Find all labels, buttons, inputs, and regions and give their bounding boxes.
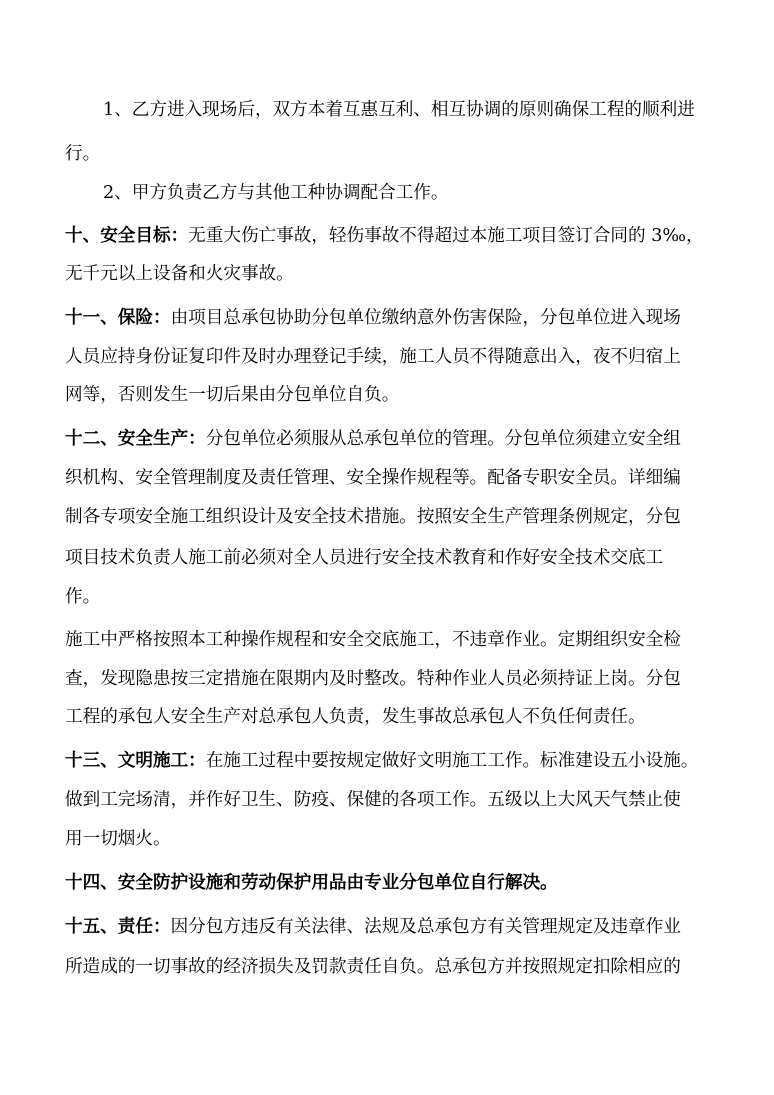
section-11-text: 由项目总承包协助分包单位缴纳意外伤害保险，分包单位进入现场 — [170, 308, 681, 328]
section-15-first-line — [65, 915, 681, 939]
section-12-p2-line-3: 工程的承包人安全生产对总承包人负责，发生事故总承包人不负任何责任。 — [65, 707, 646, 727]
section-13-text: 在施工过程中要按规定做好文明施工工作。标准建设五小设施。 — [205, 751, 699, 771]
section-13-first-line — [65, 749, 698, 773]
item-2-line-1: 2、甲方负责乙方与其他工种协调配合工作。 — [103, 183, 449, 203]
section-12-line-5: 作。 — [65, 587, 101, 607]
section-12-line-4: 项目技术负责人施工前必须对全人员进行安全技术教育和作好安全技术交底工 — [65, 548, 664, 568]
section-10-first-line — [65, 224, 704, 248]
section-11-first-line — [65, 306, 681, 330]
section-12-heading: 十二、安全生产： — [65, 428, 206, 449]
section-12-p2-line-1: 施工中严格按照本工种操作规程和安全交底施工，不违章作业。定期组织安全检 — [65, 630, 681, 650]
section-11-line-3: 网等，否则发生一切后果由分包单位自负。 — [65, 385, 400, 405]
item-1-line-2: 行。 — [65, 144, 101, 164]
section-13-heading: 十三、文明施工： — [65, 750, 206, 771]
section-13-line-2: 做到工完场清，并作好卫生、防疫、保健的各项工作。五级以上大风天气禁止使 — [65, 790, 681, 810]
section-11-heading: 十一、保险： — [65, 307, 171, 328]
section-10-text: 无重大伤亡事故，轻伤事故不得超过本施工项目签订合同的 3‰， — [188, 226, 704, 246]
section-13-line-3: 用一切烟火。 — [65, 829, 171, 849]
item-1-line-1: 1、乙方进入现场后，双方本着互惠互利、相互协调的原则确保工程的顺利进 — [103, 100, 695, 120]
section-14-heading: 十四、安全防护设施和劳动保护用品由专业分包单位自行解决。 — [65, 872, 558, 893]
section-12-line-2: 织机构、安全管理制度及责任管理、安全操作规程等。配备专职安全员。详细编 — [65, 468, 681, 488]
section-12-text: 分包单位必须服从总承包单位的管理。分包单位须建立安全组 — [205, 429, 681, 449]
section-15-text: 因分包方违反有关法律、法规及总承包方有关管理规定及违章作业 — [170, 917, 681, 937]
section-12-p2-line-2: 查，发现隐患按三定措施在限期内及时整改。特种作业人员必须持证上岗。分包 — [65, 669, 681, 689]
section-15-heading: 十五、责任： — [65, 916, 171, 937]
section-10-heading: 十、安全目标： — [65, 225, 189, 246]
section-15-line-2: 所造成的一切事故的经济损失及罚款责任自负。总承包方并按照规定扣除相应的 — [65, 957, 681, 977]
section-12-first-line — [65, 427, 681, 451]
section-11-line-2: 人员应持身份证复印件及时办理登记手续，施工人员不得随意出入，夜不归宿上 — [65, 347, 681, 367]
section-10-line-2: 无千元以上设备和火灾事故。 — [65, 264, 294, 284]
section-12-line-3: 制各专项安全施工组织设计及安全技术措施。按照安全生产管理条例规定，分包 — [65, 507, 681, 527]
